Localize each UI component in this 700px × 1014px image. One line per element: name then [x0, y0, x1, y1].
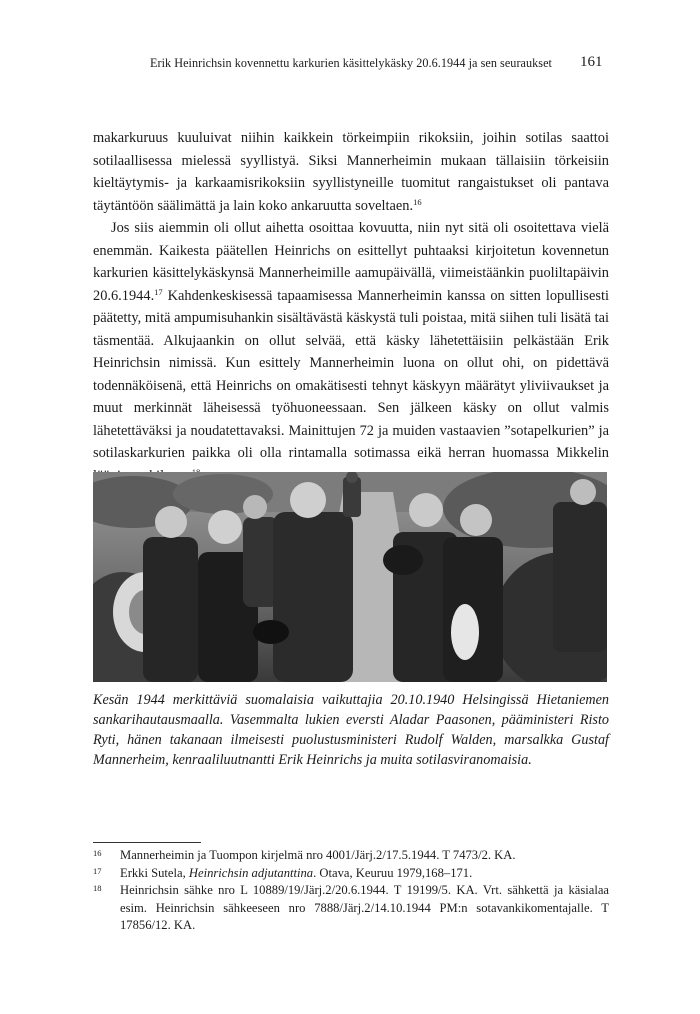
footnotes — [93, 847, 609, 935]
page-number: 161 — [580, 54, 603, 70]
footnote-divider — [93, 842, 201, 843]
footnote-18 — [93, 882, 609, 935]
paragraph-1 — [93, 127, 609, 217]
footnote-ref-17[interactable]: 17 — [154, 286, 163, 297]
historical-photograph — [93, 472, 607, 682]
running-header-title: Erik Heinrichsin kovennettu karkurien käsittelykäsky 20.6.1944 ja sen seuraukset — [149, 56, 552, 70]
footnote-number: 16 — [93, 848, 102, 858]
footnote-text: Heinrichsin sähke nro L 10889/19/Järj.2/20.6.1944. T 19199/5. KA. Vrt. sähkettä ja käsialaa esim. Heinrichsin sähkeeseen nro 7888/Järj.2/14.10.1944 PM:n sotavankikomentajalle. T 17856/12. KA. — [120, 883, 609, 932]
paragraph-2 — [93, 217, 609, 487]
footnote-text-before: Erkki Sutela, — [120, 865, 189, 880]
paragraph-1-text: makarkuruus kuuluivat niihin kaikkein törkeimpiin rikoksiin, joihin sotilas saattoi sotilaallisessa mielessä syyllistyä. Siksi Mannerheimin mukaan tällaisiin törkeisiin kieltäytymis- ja karkaamisrikoksiin syyllistyneille tuomitut rangaistukset oli pantava täytäntöön säälimättä ja lain koko ankaruutta soveltaen. — [93, 130, 609, 214]
footnote-17 — [93, 865, 609, 883]
paragraph-2-text-a: Jos siis aiemmin oli ollut aihetta osoittaa kovuutta, niin nyt sitä oli osoitettava vielä enemmän. Kaikesta päätellen Heinrichs on esittellyt puhtaaksi kirjoitetun kovennetun karkurien käsittelykäskynsä Mannerheimille aamupäivällä, viimeistäänkin puoliltapäivin 20.6.1944. — [93, 220, 609, 304]
photo-caption: Kesän 1944 merkittäviä suomalaisia vaikuttajia 20.10.1940 Helsingissä Hietaniemen sankarihautausmaalla. Vasemmalta lukien eversti Aladar Paasonen, pääministeri Risto Ryti, hänen takanaan ilmeisesti puolustusministeri Rudolf Walden, marsalkka Gustaf Mannerheim, kenraaliluutnantti Erik Heinrichs ja muita sotilasviranomaisia. — [93, 692, 609, 768]
footnote-number: 17 — [93, 865, 102, 876]
paragraph-2-text-b: Kahdenkeskisessä tapaamisessa Mannerheimin kanssa on sitten lopullisesti päätetty, mitä ampumisuhankin sisältävästä käskystä tuli poistaa, mitä siihen tuli lisätä tai täsmentää. Alkujaankin on ollut selvää, että käsky lähetettäisiin pelkästään Erik Heinrichsin nimissä. Kun esittely Mannerheimin luona on ollut ohi, on pidettävä todennäköisenä, että Heinrichs on omakätisesti tehnyt käskyyn määrätyt yliviivaukset ja muut merkinnät läheisessä työhuoneessaan. Sen jälkeen käsky on ollut valmis lähetettäväksi ja noudatettavaksi. Mainittujen 72 ja muiden vastaavien ”sotapelkurien” ja sotilaskarkurien paikka oli olla rintamalla sotimassa eikä herran huomassa Mikkelin — [93, 287, 609, 461]
photograph-illustration — [93, 472, 607, 682]
footnote-text-after: . Otava, Keuruu 1979,168–171. — [313, 865, 473, 880]
footnote-ref-16[interactable]: 16 — [413, 196, 422, 207]
body-text — [93, 127, 609, 487]
footnote-text: Mannerheimin ja Tuompon kirjelmä nro 4001/Järj.2/17.5.1944. T 7473/2. KA. — [120, 848, 516, 862]
footnote-16 — [93, 847, 609, 865]
footnote-book-title: Heinrichsin adjutanttina — [188, 865, 314, 880]
footnote-number: 18 — [93, 883, 102, 893]
running-header — [0, 54, 700, 74]
